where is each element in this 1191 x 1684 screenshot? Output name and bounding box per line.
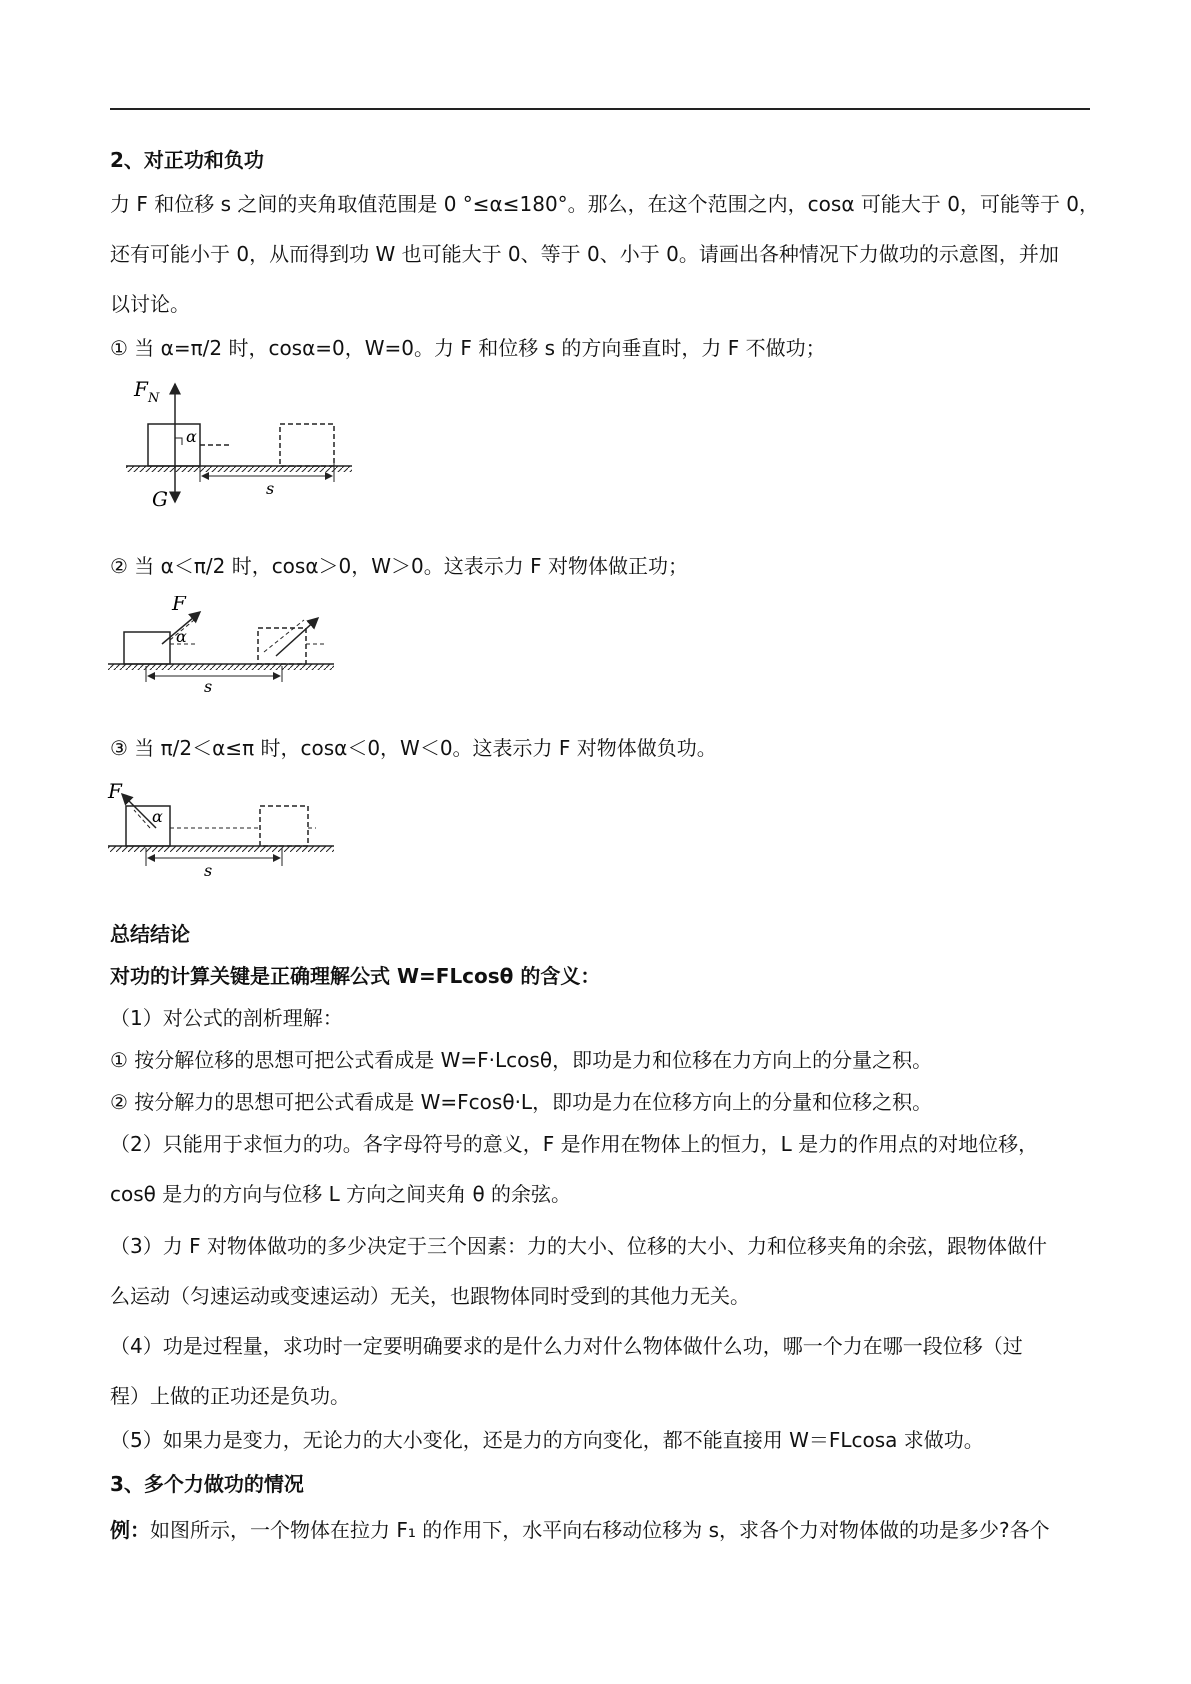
fig2-alpha-label: α [176, 627, 187, 646]
paragraph-line-1: 力 F 和位移 s 之间的夹角取值范围是 0 °≤α≤180°。那么，在这个范围之内，cosα 可能大于 0，可能等于 0， [110, 192, 1100, 216]
summary-item-4-line-1: （4）功是过程量，求功时一定要明确要求的是什么力对什么物体做什么功，哪一个力在哪一段位移（过 [110, 1334, 1023, 1358]
fig3-f-label: F [108, 780, 122, 803]
summary-item-1: （1）对公式的剖析理解： [110, 1006, 343, 1030]
fig1-s-label: s [266, 479, 275, 498]
fig1-fn-subscript: N [148, 391, 160, 406]
section-3-heading: 3、多个力做功的情况 [110, 1472, 304, 1496]
fig1-g-label: G [152, 487, 168, 511]
fig3-s-label: s [204, 861, 213, 880]
figure-positive-work [104, 596, 344, 696]
summary-item-1b: ② 按分解力的思想可把公式看成是 W=Fcosθ·L，即功是力在位移方向上的分量和位移之积。 [110, 1090, 933, 1114]
example-label: 例： [110, 1518, 150, 1542]
paragraph-line-3: 以讨论。 [110, 292, 190, 316]
figure-negative-work [104, 780, 344, 880]
header-rule [110, 108, 1090, 110]
summary-key-sentence: 对功的计算关键是正确理解公式 W=FLcosθ 的含义： [110, 964, 601, 988]
figure-perpendicular-force [120, 378, 360, 518]
summary-item-2-line-1: （2）只能用于求恒力的功。各字母符号的意义，F 是作用在物体上的恒力，L 是力的作用点的对地位移， [110, 1132, 1039, 1156]
section-2-heading: 2、对正功和负功 [110, 148, 264, 172]
fig1-fn-label: F [134, 378, 148, 401]
summary-item-4-line-2: 程）上做的正功还是负功。 [110, 1384, 350, 1408]
summary-item-3-line-1: （3）力 F 对物体做功的多少决定于三个因素：力的大小、位移的大小、力和位移夹角的余弦，跟物体做什 [110, 1234, 1047, 1258]
example-paragraph [110, 1516, 1090, 1544]
summary-item-5: （5）如果力是变力，无论力的大小变化，还是力的方向变化，都不能直接用 W＝FLcosa 求做功。 [110, 1428, 984, 1452]
paragraph-line-2: 还有可能小于 0，从而得到功 W 也可能大于 0、等于 0、小于 0。请画出各种情况下力做功的示意图，并加 [110, 242, 1059, 266]
fig2-f-label: F [172, 596, 186, 615]
summary-item-3-line-2: 么运动（匀速运动或变速运动）无关，也跟物体同时受到的其他力无关。 [110, 1284, 750, 1308]
case-2-text: ② 当 α＜π/2 时，cosα＞0，W＞0。这表示力 F 对物体做正功； [110, 554, 688, 578]
summary-item-2-line-2: cosθ 是力的方向与位移 L 方向之间夹角 θ 的余弦。 [110, 1182, 572, 1206]
case-1-text: ① 当 α=π/2 时，cosα=0，W=0。力 F 和位移 s 的方向垂直时，力 F 不做功； [110, 336, 826, 360]
summary-heading: 总结结论 [110, 922, 190, 946]
summary-item-1a: ① 按分解位移的思想可把公式看成是 W=F·Lcosθ，即功是力和位移在力方向上的分量之积。 [110, 1048, 933, 1072]
case-3-text: ③ 当 π/2＜α≤π 时，cosα＜0，W＜0。这表示力 F 对物体做负功。 [110, 736, 717, 760]
example-text: 如图所示，一个物体在拉力 F₁ 的作用下，水平向右移动位移为 s，求各个力对物体做的功是多少?各个 [150, 1518, 1050, 1542]
fig2-s-label: s [204, 677, 213, 696]
fig3-alpha-label: α [152, 807, 163, 826]
fig1-alpha-label: α [186, 427, 197, 446]
